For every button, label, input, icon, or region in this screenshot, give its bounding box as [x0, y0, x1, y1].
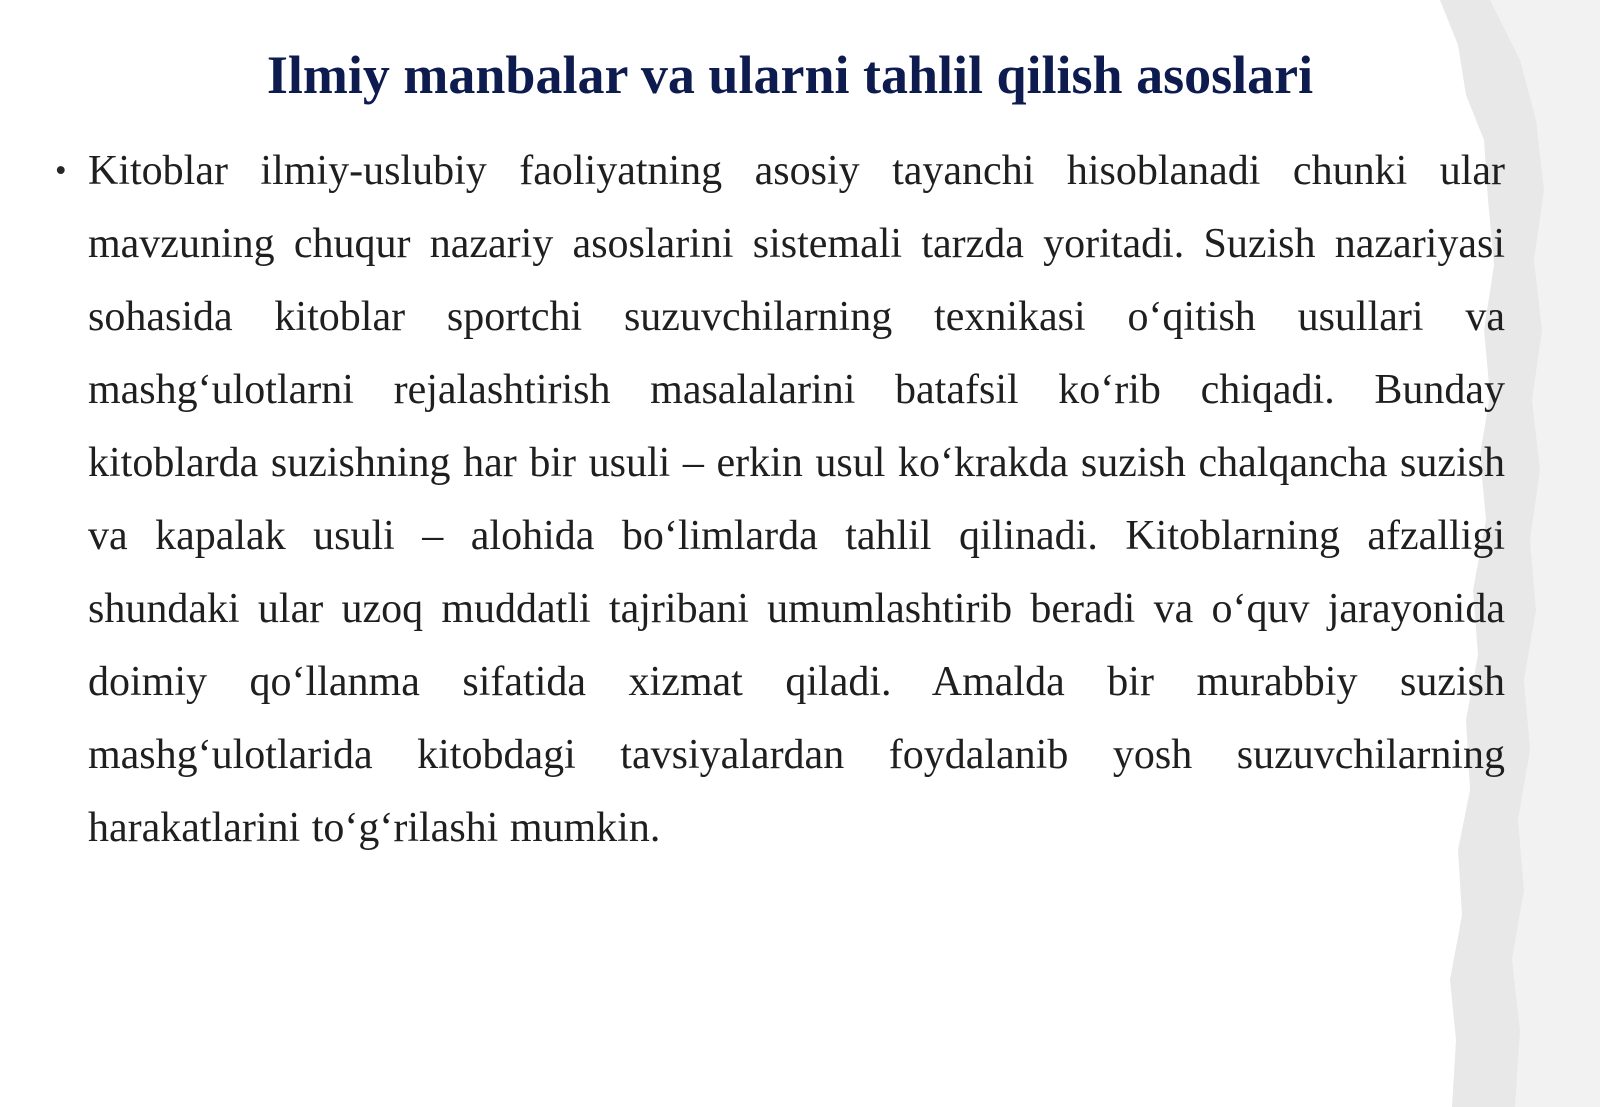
slide-title: Ilmiy manbalar va ularni tahlil qilish asoslari — [266, 45, 1314, 105]
bullet-paragraph: Kitoblar ilmiy-uslubiy faoliyatning asosiy tayanchi hisoblanadi chunki ular mavzuning chuqur nazariy asoslarini sistemali tarzda yoritadi. Suzish nazariyasi sohasida kitoblar sportchi suzuvchilarning texnikasi o‘qitish usullari va mashg‘ulotlarni rejalashtirish masalalarini batafsil ko‘rib chiqadi. Bunday kitoblarda suzishning har bir usuli – erkin usul ko‘krakda suzish chalqancha suzish va kapalak usuli – alohida bo‘limlarda tahlil qilinadi. Kitoblarning afzalligi shundaki ular uzoq muddatli tajribani umumlashtirib beradi va o‘quv jarayonida doimiy qo‘llanma sifatida xizmat qiladi. Amalda bir murabbiy suzish mashg‘ulotlarida kitobdagi tavsiyalardan foydalanib yosh suzuvchilarning harakatlarini to‘g‘rilashi mumkin. — [88, 148, 1505, 851]
bullet-point-icon: • — [55, 153, 67, 189]
bullet-item — [55, 135, 1505, 865]
bullet-list — [55, 135, 1505, 865]
